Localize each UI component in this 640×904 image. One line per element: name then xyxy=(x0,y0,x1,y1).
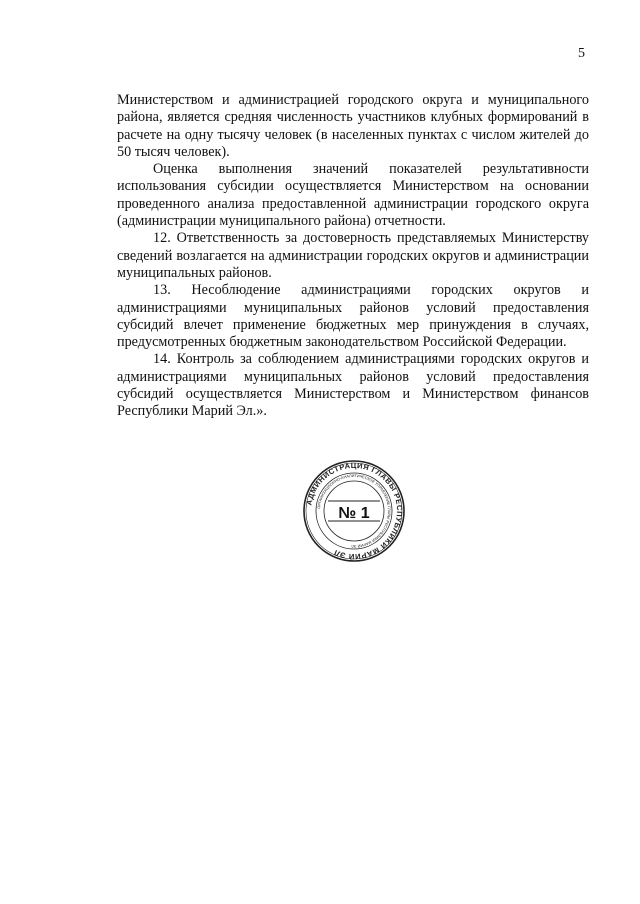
paragraph-13: 13. Несоблюдение администрациями городских округов и администрациями муниципальных районов условий предоставления субсидий влечет применение бюджетных мер принуждения в случаях, предусмотренных бюджетным законодательством Российской Федерации. xyxy=(117,282,589,351)
paragraph-12: 12. Ответственность за достоверность представляемых Министерству сведений возлагается на администрации городских округов и администрации муниципальных районов. xyxy=(117,230,589,281)
seal-number: № 1 xyxy=(338,505,370,522)
seal-outer-text: АДМИНИСТРАЦИЯ ГЛАВЫ РЕСПУБЛИКИ МАРИЙ ЭЛ xyxy=(304,460,405,562)
document-body xyxy=(117,92,589,421)
paragraph-14: 14. Контроль за соблюдением администрациями городских округов и администрациями муниципальных районов условий предоставления субсидий осуществляется Министерством и Министерством финансов Республики Марий Эл.». xyxy=(117,351,589,420)
paragraph-1: Министерством и администрацией городского округа и муниципального района, является средняя численность участников клубных формирований в расчете на одну тысячу человек (в населенных пунктах с числом жителей до 50 тысяч человек). xyxy=(117,92,589,160)
page-number: 5 xyxy=(578,46,585,61)
official-seal xyxy=(302,459,406,563)
paragraph-2: Оценка выполнения значений показателей результативности использования субсидии осуществляется Министерством на основании проведенного анализа предоставленной администрации городского округа (администрации муниципального района) отчетности. xyxy=(117,161,589,230)
seal-inner-text: ОРГАНИЗАЦИОННО-АНАЛИТИЧЕСКОЕ УПРАВЛЕНИЕ ГЛАВЫ РЕСПУБЛИКИ МАРИЙ ЭЛ xyxy=(317,473,392,549)
